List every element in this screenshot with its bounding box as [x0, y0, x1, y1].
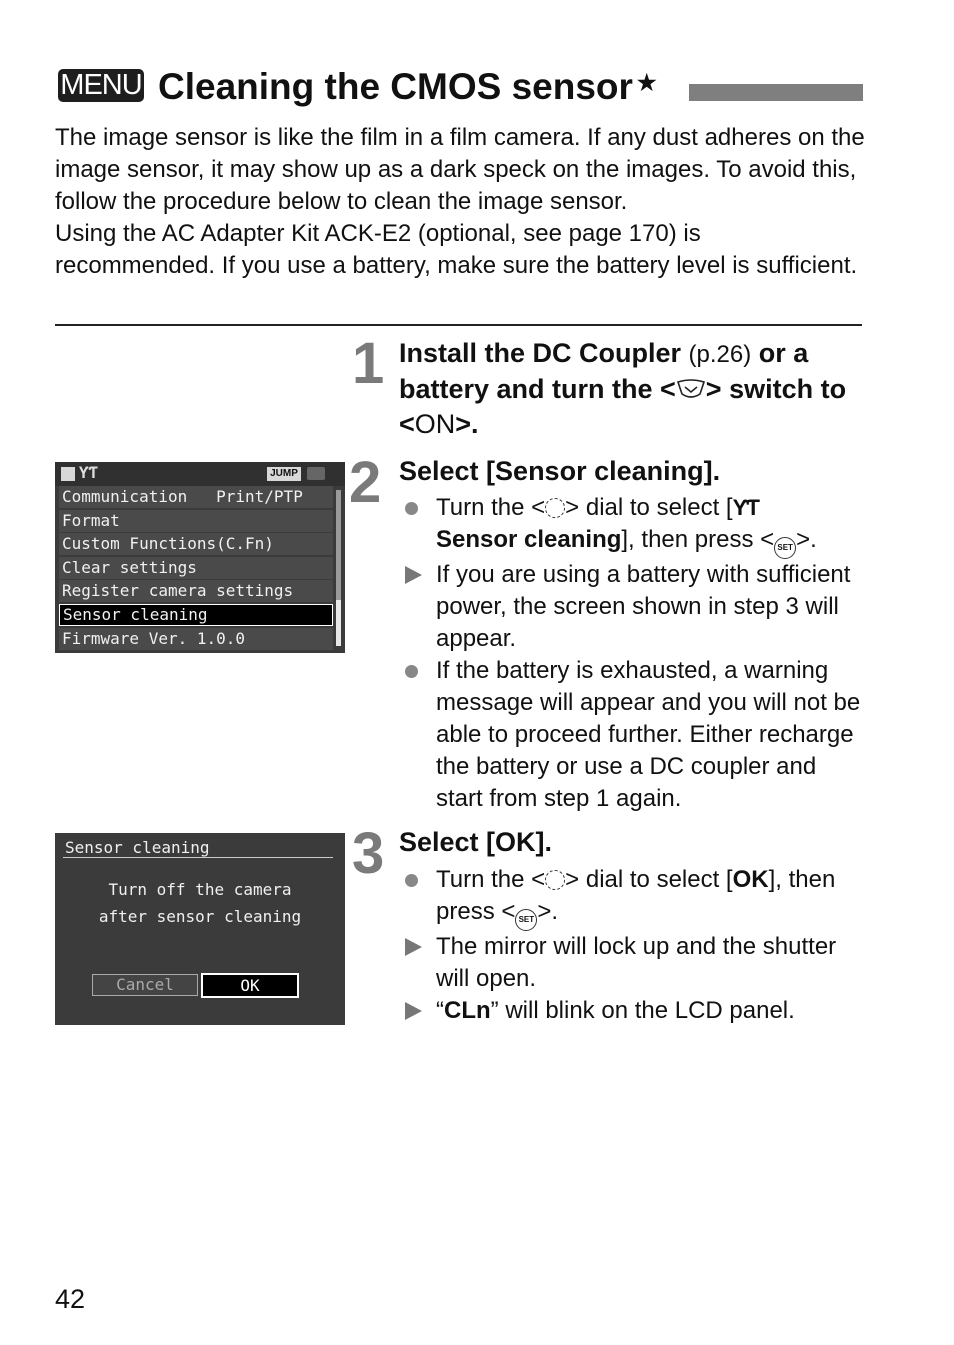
item-text: > dial to select [	[565, 494, 733, 521]
list-item	[405, 995, 865, 1027]
item-text: ], then press <	[621, 526, 775, 553]
lcd-menu-item: Custom Functions(C.Fn)	[59, 533, 333, 555]
step1-text: Install the DC Coupler	[399, 338, 689, 368]
camera-icon	[307, 467, 325, 480]
lcd-menu-screen	[55, 462, 345, 653]
item-text: >.	[796, 526, 817, 553]
quick-control-dial-icon	[545, 870, 565, 890]
item-bold-text: Sensor cleaning	[436, 526, 622, 553]
step-number-2: 2	[349, 450, 382, 515]
step3-title: Select [OK].	[399, 827, 553, 857]
step1-text: or a battery and turn the <	[399, 338, 809, 404]
item-text: >.	[537, 898, 559, 925]
bullet-icon	[405, 665, 418, 678]
title-bar-decoration	[689, 84, 863, 101]
page-title-text: Cleaning the CMOS sensor	[158, 66, 633, 107]
result-arrow-icon	[405, 938, 422, 956]
list-item	[405, 655, 865, 815]
lcd-menu-item: Format	[59, 510, 333, 532]
quick-control-dial-icon	[545, 498, 565, 518]
advanced-star-icon: ★	[636, 70, 657, 95]
bullet-icon	[405, 874, 418, 887]
divider	[55, 324, 862, 326]
tool-tab-icon: ƳƬ	[79, 463, 99, 482]
intro-text	[55, 122, 865, 282]
page-number: 42	[55, 1284, 86, 1314]
result-arrow-icon	[405, 566, 422, 584]
power-switch-icon	[676, 378, 706, 402]
list-item	[405, 559, 865, 655]
list-item	[405, 864, 865, 931]
intro-paragraph: Using the AC Adapter Kit ACK-E2 (optional, see page 170) is recommended. If you use a battery, make sure the battery level is sufficient.	[55, 220, 858, 279]
step3-items	[405, 864, 865, 1027]
lcd-dialog-screen	[55, 833, 345, 1025]
step-number-1: 1	[352, 331, 385, 396]
set-button-icon: SET	[515, 909, 537, 931]
jump-button-icon: JUMP	[267, 467, 301, 481]
lcd-ok-button: OK	[201, 973, 299, 998]
lcd-dialog-title: Sensor cleaning	[65, 838, 210, 857]
tab-indicator-icon	[61, 467, 75, 481]
bullet-icon	[405, 502, 418, 515]
item-text: ], then press <	[436, 866, 836, 925]
step1-text: > switch to <	[399, 374, 847, 439]
item-text: > dial to select [	[565, 866, 733, 893]
lcd-tab-bar	[55, 462, 345, 486]
lcd-dialog-divider	[63, 857, 333, 858]
page-title	[158, 64, 657, 110]
item-text: ” will blink on the LCD panel.	[490, 997, 795, 1024]
lcd-scroll-thumb	[336, 600, 341, 646]
lcd-cancel-button: Cancel	[92, 974, 198, 996]
lcd-menu-item: Firmware Ver. 1.0.0	[59, 628, 333, 650]
item-text: “	[436, 997, 444, 1024]
lcd-menu-item-selected: Sensor cleaning	[59, 604, 333, 626]
list-item	[405, 492, 865, 559]
item-text: Turn the <	[436, 866, 546, 893]
step2-title: Select [Sensor cleaning].	[399, 456, 721, 486]
item-text: The mirror will lock up and the shutter will open.	[436, 933, 837, 992]
lcd-dialog-message: Turn off the camera	[108, 880, 292, 899]
intro-paragraph: The image sensor is like the film in a film camera. If any dust adheres on the image sensor, it may show up as a dark speck on the images. To avoid this, follow the procedure below to clean the image sensor.	[55, 124, 865, 215]
lcd-scrollbar	[336, 490, 341, 646]
list-item	[405, 931, 865, 995]
result-arrow-icon	[405, 1002, 422, 1020]
item-bold-text: CLn	[444, 997, 491, 1024]
item-text: If you are using a battery with sufficient power, the screen shown in step 3 will appear.	[436, 561, 851, 652]
set-button-icon: SET	[774, 537, 796, 559]
step1-title	[399, 336, 864, 442]
lcd-menu-item: Communication Print/PTP	[59, 486, 333, 508]
on-position-label: ON	[414, 409, 456, 439]
item-text: Turn the <	[436, 494, 546, 521]
item-text: If the battery is exhausted, a warning message will appear and you will not be able to proceed further. Either recharge the battery or use a DC coupler and start from step 1 again.	[436, 657, 861, 812]
lcd-dialog-message: after sensor cleaning	[98, 907, 302, 926]
step1-text: >.	[455, 409, 479, 439]
lcd-menu-item: Register camera settings	[59, 580, 333, 602]
step-number-3: 3	[352, 821, 385, 886]
lcd-menu-item: Clear settings	[59, 557, 333, 579]
step2-items	[405, 492, 865, 815]
menu-badge-icon: MENU	[58, 69, 144, 102]
page-ref: (p.26)	[688, 341, 752, 368]
item-bold-text: OK	[732, 866, 769, 893]
tool-icon: ƳƬ	[732, 495, 757, 520]
lcd-menu-list	[59, 486, 333, 651]
